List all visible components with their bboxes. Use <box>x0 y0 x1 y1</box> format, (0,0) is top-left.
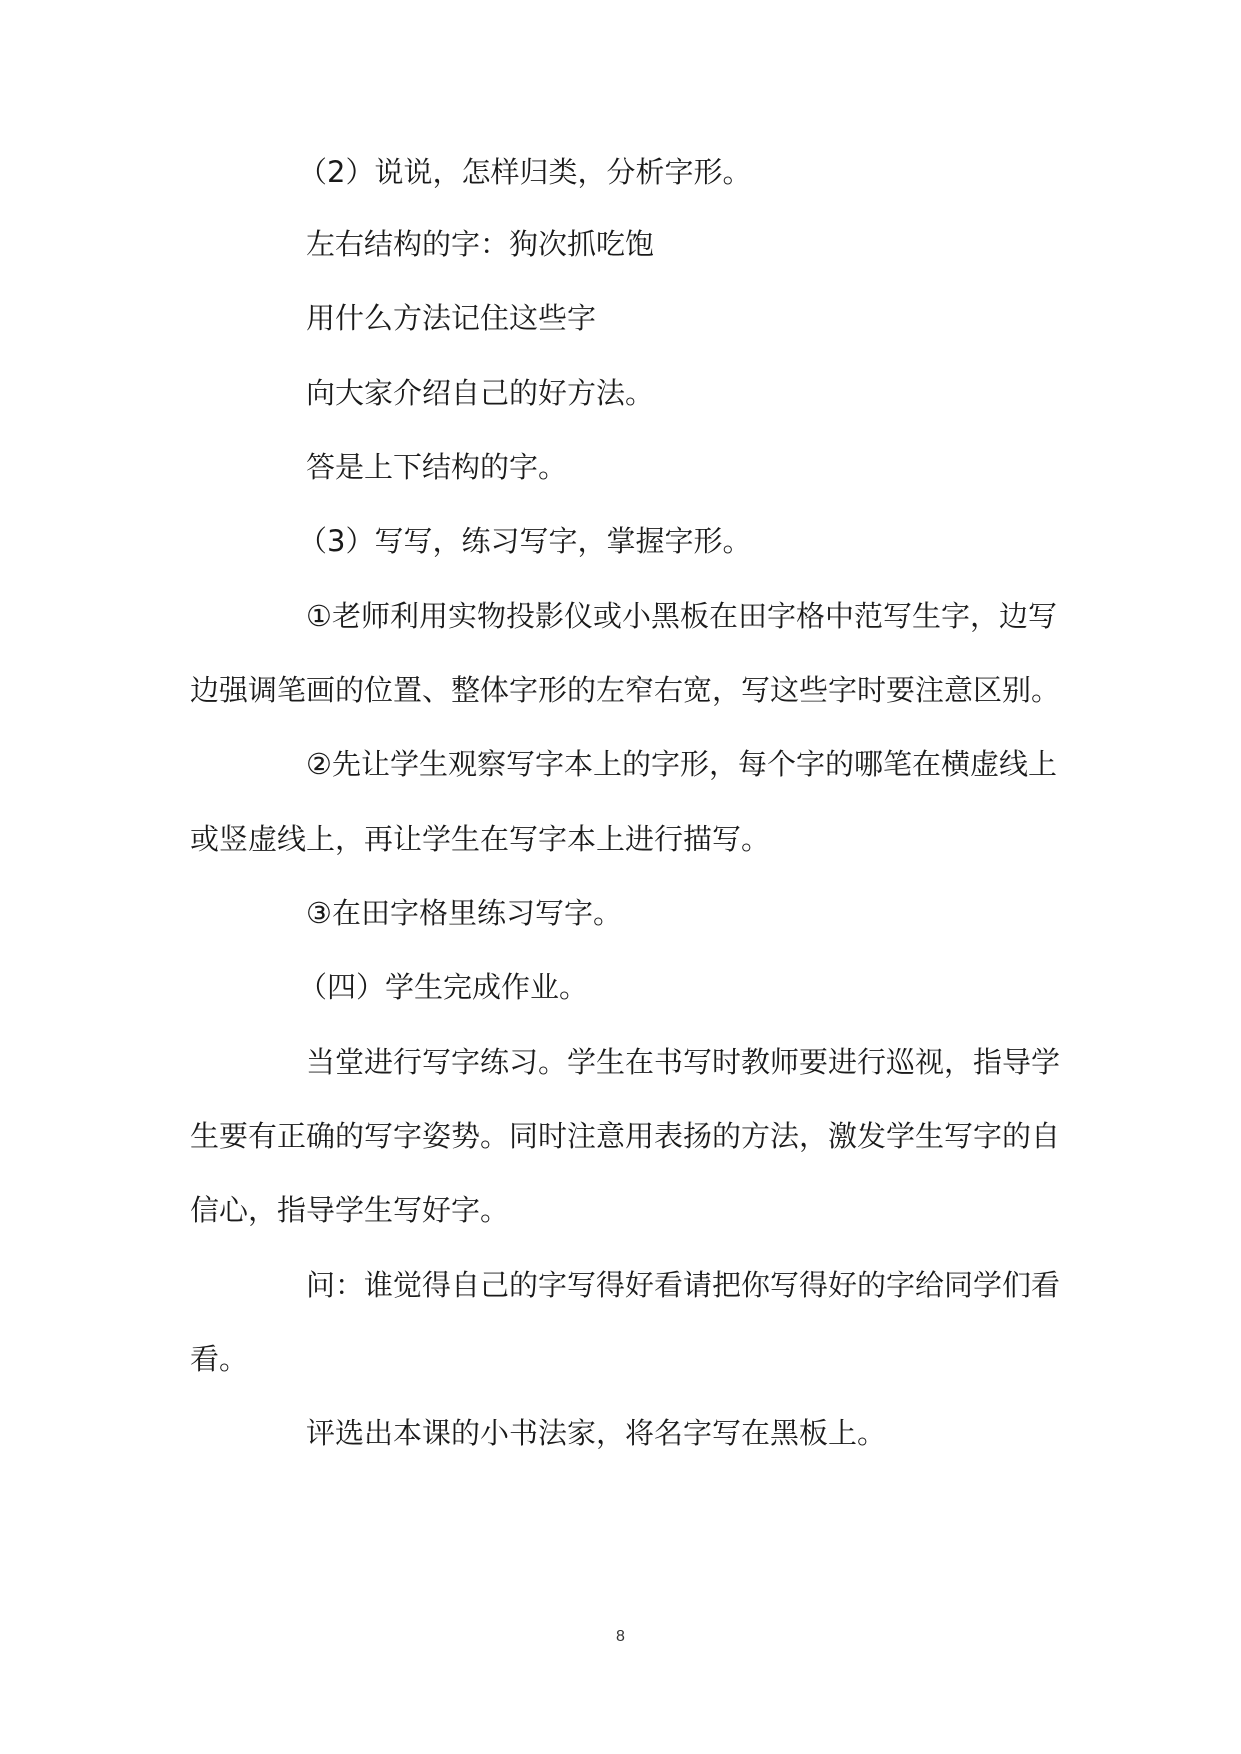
page-number: 8 <box>616 1628 625 1645</box>
paragraph-line: 看。 <box>190 1342 249 1376</box>
paragraph-line: ①老师利用实物投影仪或小黑板在田字格中范写生字，边写 <box>306 599 1057 633</box>
paragraph-line: 答是上下结构的字。 <box>306 450 568 484</box>
paragraph-line: 向大家介绍自己的好方法。 <box>306 376 655 410</box>
paragraph-line: 信心，指导学生写好字。 <box>190 1193 510 1227</box>
paragraph-line: （四）学生完成作业。 <box>298 970 589 1004</box>
paragraph-line: 生要有正确的写字姿势。同时注意用表扬的方法，激发学生写字的自 <box>190 1119 1061 1153</box>
paragraph-line: （3）写写，练习写字，掌握字形。 <box>298 524 752 558</box>
paragraph-line: 问：谁觉得自己的字写得好看请把你写得好的字给同学们看 <box>306 1268 1061 1302</box>
paragraph-line: 左右结构的字：狗次抓吃饱 <box>306 227 655 261</box>
paragraph-line: ②先让学生观察写字本上的字形，每个字的哪笔在横虚线上 <box>306 747 1057 781</box>
paragraph-line: 边强调笔画的位置、整体字形的左窄右宽，写这些字时要注意区别。 <box>190 673 1061 707</box>
paragraph-line: ③在田字格里练习写字。 <box>306 896 622 930</box>
paragraph-line: 当堂进行写字练习。学生在书写时教师要进行巡视，指导学 <box>306 1045 1061 1079</box>
paragraph-line: 或竖虚线上，再让学生在写字本上进行描写。 <box>190 822 771 856</box>
paragraph-line: 用什么方法记住这些字 <box>306 301 597 335</box>
paragraph-line: 评选出本课的小书法家，将名字写在黑板上。 <box>306 1416 887 1450</box>
paragraph-line: （2）说说，怎样归类，分析字形。 <box>298 155 752 189</box>
